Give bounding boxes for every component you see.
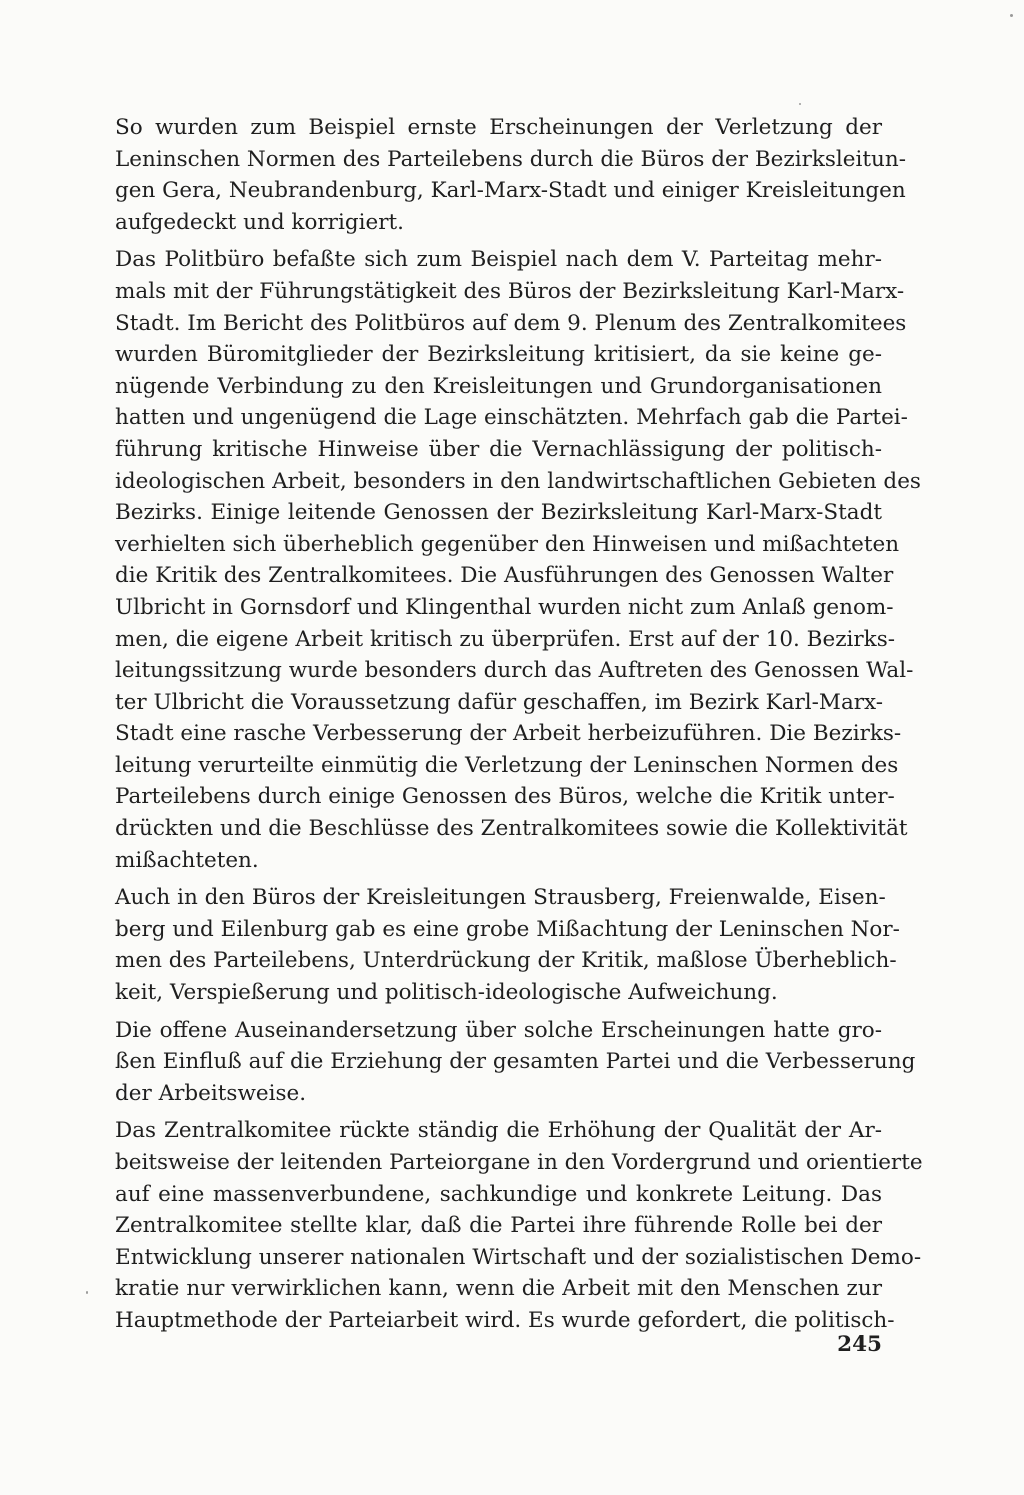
- scan-speck: [1010, 14, 1013, 17]
- text-line: nügende Verbindung zu den Kreisleitungen und Grundorganisationen: [115, 373, 882, 399]
- text-line: beitsweise der leitenden Parteiorgane in den Vordergrund und orientierte: [115, 1150, 923, 1175]
- text-line: mals mit der Führungstätigkeit des Büros der Bezirksleitung Karl-Marx-: [115, 278, 905, 304]
- scan-speck: [86, 1291, 88, 1294]
- text-line: men des Parteilebens, Unterdrückung der Kritik, maßlose Überheblich-: [115, 948, 897, 974]
- text-line: Stadt eine rasche Verbesserung der Arbeit herbeizuführen. Die Bezirks-: [115, 721, 902, 747]
- paragraph: [115, 1115, 923, 1336]
- text-line: Die offene Auseinandersetzung über solche Erscheinungen hatte gro-: [115, 1017, 882, 1043]
- text-line: ideologischen Arbeit, besonders in den landwirtschaftlichen Gebieten des: [115, 468, 921, 494]
- text-line: Ulbricht in Gornsdorf und Klingenthal wurden nicht zum Anlaß genom-: [115, 594, 894, 620]
- text-line: Entwicklung unserer nationalen Wirtschaft und der sozialistischen Demo-: [115, 1244, 922, 1270]
- text-line: gen Gera, Neubrandenburg, Karl-Marx-Stadt und einiger Kreisleitungen: [115, 178, 906, 204]
- text-line: leitungssitzung wurde besonders durch das Auftreten des Genossen Wal-: [115, 658, 914, 684]
- text-line: ter Ulbricht die Voraussetzung dafür geschaffen, im Bezirk Karl-Marx-: [115, 689, 884, 715]
- text-line: Das Zentralkomitee rückte ständig die Erhöhung der Qualität der Ar-: [115, 1118, 882, 1144]
- text-line: wurden Büromitglieder der Bezirksleitung kritisiert, da sie keine ge-: [115, 342, 882, 368]
- paragraph: [115, 1015, 916, 1110]
- text-line: kratie nur verwirklichen kann, wenn die Arbeit mit den Menschen zur: [115, 1276, 882, 1302]
- text-line: men, die eigene Arbeit kritisch zu überprüfen. Erst auf der 10. Bezirks-: [115, 626, 896, 652]
- text-line: mißachteten.: [115, 847, 259, 873]
- text-line: Parteilebens durch einige Genossen des Büros, welche die Kritik unter-: [115, 784, 895, 810]
- body-text: [115, 112, 923, 1343]
- text-line: keit, Verspießerung und politisch-ideologische Aufweichung.: [115, 980, 778, 1006]
- text-line: Hauptmethode der Parteiarbeit wird. Es wurde gefordert, die politisch-: [115, 1307, 895, 1333]
- text-line: auf eine massenverbundene, sachkundige und konkrete Leitung. Das: [115, 1181, 882, 1207]
- text-line: Stadt. Im Bericht des Politbüros auf dem 9. Plenum des Zentralkomitees: [115, 310, 907, 336]
- text-line: Das Politbüro befaßte sich zum Beispiel nach dem V. Parteitag mehr-: [115, 247, 882, 273]
- text-line: Zentralkomitee stellte klar, daß die Partei ihre führende Rolle bei der: [115, 1213, 882, 1239]
- text-line: verhielten sich überheblich gegenüber den Hinweisen und mißachteten: [115, 531, 900, 557]
- text-line: Auch in den Büros der Kreisleitungen Strausberg, Freienwalde, Eisen-: [115, 885, 886, 911]
- paragraph: [115, 882, 900, 1008]
- text-line: der Arbeitsweise.: [115, 1080, 307, 1106]
- paragraph: [115, 112, 906, 238]
- paragraph: [115, 244, 921, 876]
- text-line: Leninschen Normen des Parteilebens durch die Büros der Bezirksleitun-: [115, 146, 906, 172]
- text-line: aufgedeckt und korrigiert.: [115, 209, 404, 235]
- page-number: 245: [837, 1332, 882, 1357]
- text-line: ßen Einfluß auf die Erziehung der gesamten Partei und die Verbesserung: [115, 1049, 916, 1075]
- text-line: So wurden zum Beispiel ernste Erscheinungen der Verletzung der: [115, 115, 882, 140]
- text-line: die Kritik des Zentralkomitees. Die Ausführungen des Genossen Walter: [115, 563, 894, 589]
- text-line: führung kritische Hinweise über die Vernachlässigung der politisch-: [115, 436, 882, 462]
- text-line: berg und Eilenburg gab es eine grobe Mißachtung der Leninschen Nor-: [115, 916, 900, 942]
- text-line: Bezirks. Einige leitende Genossen der Bezirksleitung Karl-Marx-Stadt: [115, 500, 882, 526]
- text-line: hatten und ungenügend die Lage einschätzten. Mehrfach gab die Partei-: [115, 405, 908, 431]
- text-line: leitung verurteilte einmütig die Verletzung der Leninschen Normen des: [115, 752, 899, 778]
- scan-speck: [799, 103, 801, 105]
- text-line: drückten und die Beschlüsse des Zentralkomitees sowie die Kollektivität: [115, 816, 908, 842]
